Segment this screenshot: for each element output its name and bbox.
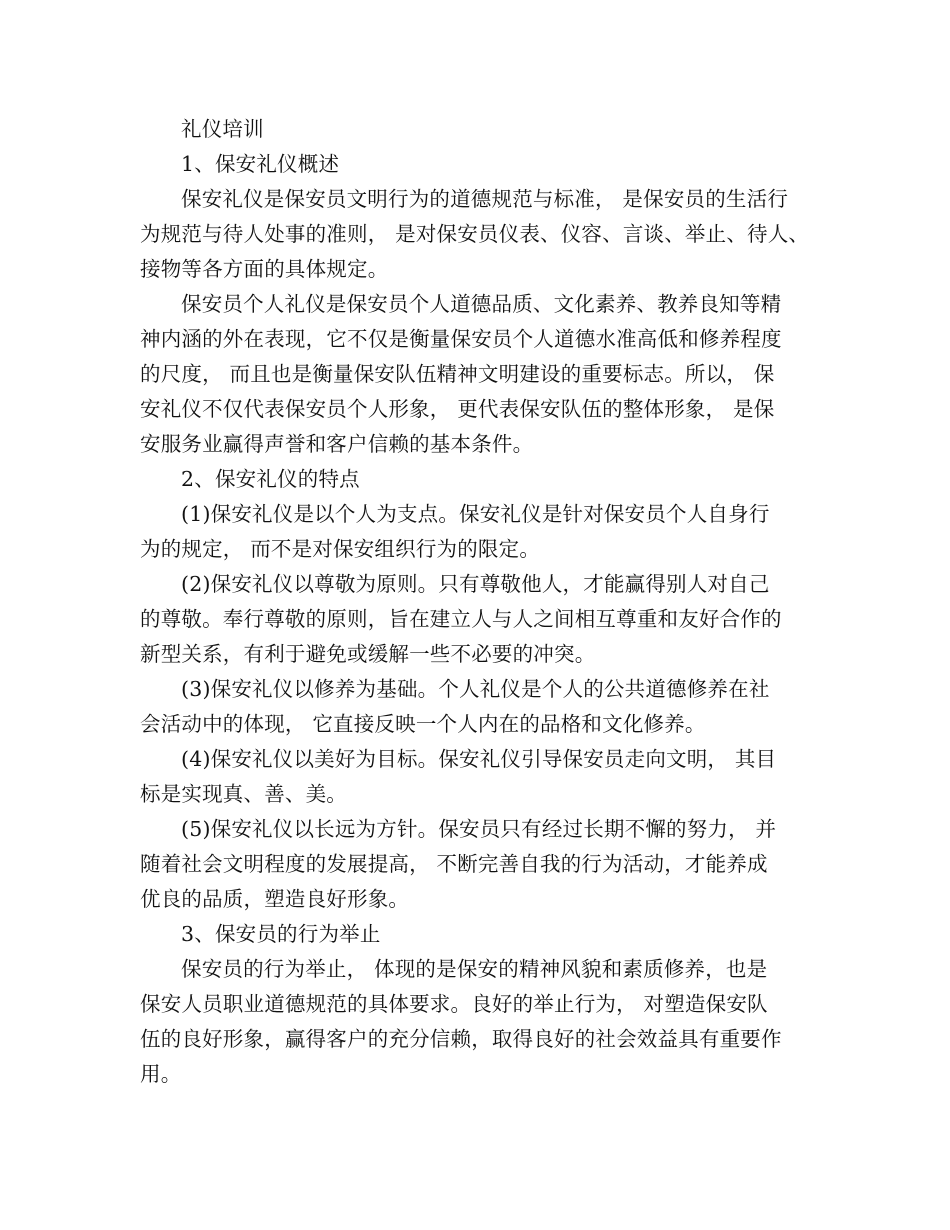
paragraph-line: 神内涵的外在表现，它不仅是衡量保安员个人道德水准高低和修养程度 bbox=[140, 327, 782, 351]
paragraph-line: (1)保安礼仪是以个人为支点。保安礼仪是针对保安员个人自身行 bbox=[181, 502, 770, 526]
paragraph-line: (5)保安礼仪以长远为方针。保安员只有经过长期不懈的努力， 并 bbox=[181, 817, 777, 841]
paragraph-line: 保安人员职业道德规范的具体要求。良好的举止行为， 对塑造保安队 bbox=[140, 992, 768, 1016]
paragraph-line: 保安员的行为举止， 体现的是保安的精神风貌和素质修养，也是 bbox=[181, 957, 768, 981]
paragraph bbox=[140, 567, 820, 672]
section-heading: 2、保安礼仪的特点 bbox=[181, 467, 360, 491]
paragraph bbox=[140, 952, 820, 1092]
paragraph bbox=[140, 672, 820, 742]
paragraph-line: 新型关系，有利于避免或缓解一些不必要的冲突。 bbox=[140, 642, 596, 666]
paragraph-line: 伍的良好形象，赢得客户的充分信赖，取得良好的社会效益具有重要作 bbox=[140, 1027, 782, 1051]
paragraph-line: (2)保安礼仪以尊敬为原则。只有尊敬他人，才能赢得别人对自己 bbox=[181, 572, 770, 596]
paragraph-line: 为的规定， 而不是对保安组织行为的限定。 bbox=[140, 537, 541, 561]
paragraph bbox=[140, 497, 820, 567]
paragraph-line: 安服务业赢得声誉和客户信赖的基本条件。 bbox=[140, 432, 534, 456]
paragraph-line: 的尊敬。奉行尊敬的原则，旨在建立人与人之间相互尊重和友好合作的 bbox=[140, 607, 782, 631]
paragraph-line: 用。 bbox=[140, 1062, 182, 1086]
paragraph bbox=[140, 182, 820, 287]
paragraph-line: 安礼仪不仅代表保安员个人形象， 更代表保安队伍的整体形象， 是保 bbox=[140, 397, 775, 421]
paragraph-line: 标是实现真、善、美。 bbox=[140, 782, 347, 806]
paragraph-line: (4)保安礼仪以美好为目标。保安礼仪引导保安员走向文明， 其目 bbox=[181, 747, 777, 771]
paragraph-line: 保安礼仪是保安员文明行为的道德规范与标准， 是保安员的生活行 bbox=[181, 187, 789, 211]
document-title: 礼仪培训 bbox=[181, 117, 264, 141]
section-heading: 3、保安员的行为举止 bbox=[181, 922, 381, 946]
paragraph bbox=[140, 812, 820, 917]
paragraph-line: 随着社会文明程度的发展提高， 不断完善自我的行为活动，才能养成 bbox=[140, 852, 768, 876]
paragraph-line: (3)保安礼仪以修养为基础。个人礼仪是个人的公共道德修养在社 bbox=[181, 677, 770, 701]
section-heading: 1、保安礼仪概述 bbox=[181, 152, 340, 176]
paragraph-line: 保安员个人礼仪是保安员个人道德品质、文化素养、教养良知等精 bbox=[181, 292, 782, 316]
paragraph-line: 为规范与待人处事的准则， 是对保安员仪表、仪容、言谈、举止、待人、 bbox=[140, 222, 810, 246]
paragraph-line: 的尺度， 而且也是衡量保安队伍精神文明建设的重要标志。所以， 保 bbox=[140, 362, 775, 386]
document-body bbox=[140, 112, 820, 1092]
paragraph bbox=[140, 742, 820, 812]
paragraph-line: 会活动中的体现， 它直接反映一个人内在的品格和文化修养。 bbox=[140, 712, 706, 736]
paragraph-line: 接物等各方面的具体规定。 bbox=[140, 257, 389, 281]
paragraph-line: 优良的品质，塑造良好形象。 bbox=[140, 887, 410, 911]
paragraph bbox=[140, 287, 820, 462]
